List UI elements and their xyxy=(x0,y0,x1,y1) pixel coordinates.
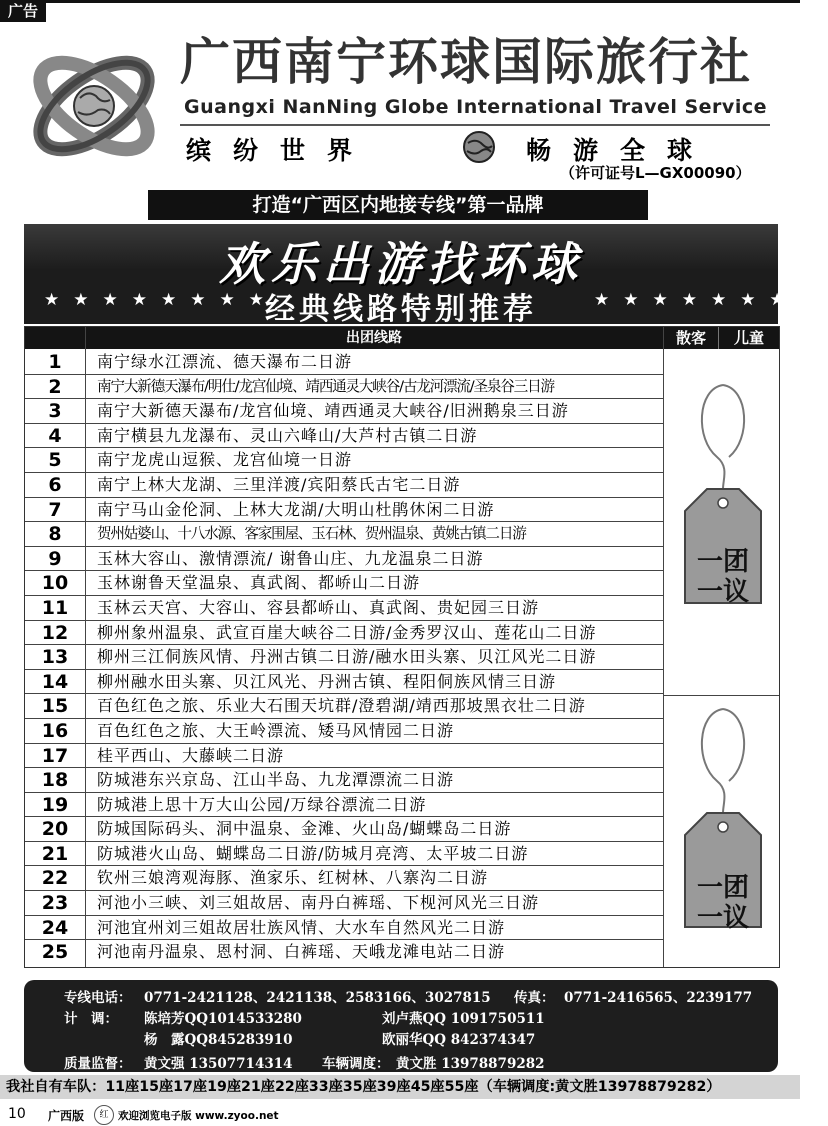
top-rule xyxy=(0,0,800,3)
row-number: 22 xyxy=(41,867,69,890)
company-name-en: Guangxi NanNing Globe International Travel Service xyxy=(184,96,767,118)
row-number: 1 xyxy=(48,351,62,373)
company-name: 广西南宁环球国际旅行社 xyxy=(180,33,752,91)
hero-banner xyxy=(24,224,828,327)
route-description: 贺州姑婆山、十八水源、客家围屋、玉石林、贺州温泉、黄姚古镇二日游 xyxy=(97,525,526,543)
row-number: 11 xyxy=(41,596,69,619)
route-description: 河池宜州刘三姐故居壮族风情、大水车自然风光二日游 xyxy=(97,917,506,937)
header-route: 出团线路 xyxy=(346,330,402,346)
row-number: 4 xyxy=(48,424,62,447)
hotline-numbers: 0771-2421128、2421138、2583166、3027815 xyxy=(144,990,491,1006)
contact-box xyxy=(24,980,778,1072)
row-number: 19 xyxy=(41,793,69,816)
website-link[interactable]: 欢迎浏览电子版 www.zyoo.net xyxy=(118,1110,279,1122)
table-row xyxy=(25,694,663,719)
stars-left: ★★★★★★★★ xyxy=(44,290,278,310)
route-description: 柳州象州温泉、武宣百崖大峡谷二日游/金秀罗汉山、莲花山二日游 xyxy=(97,622,597,642)
fleet-bar xyxy=(0,1075,800,1099)
row-number: 14 xyxy=(41,670,69,693)
table-row xyxy=(25,670,663,695)
route-description: 河池南丹温泉、恩村洞、白裤瑶、天峨龙滩电站二日游 xyxy=(97,942,506,962)
table-row xyxy=(25,424,663,449)
planner-contact: 杨 露QQ845283910 xyxy=(144,1032,293,1048)
route-description: 河池小三峡、刘三姐故居、南丹白裤瑶、下枧河风光三日游 xyxy=(97,893,540,913)
row-number: 25 xyxy=(41,941,69,964)
route-description: 防城港上思十万大山公园/万绿谷漂流二日游 xyxy=(97,794,427,814)
table-row xyxy=(25,719,663,744)
row-number: 13 xyxy=(41,646,69,669)
route-description: 玉林云天宫、大容山、容县都峤山、真武阁、贵妃园三日游 xyxy=(97,597,540,617)
row-number: 8 xyxy=(48,523,62,546)
table-row xyxy=(25,375,663,400)
dispatch-label: 车辆调度： xyxy=(322,1056,390,1072)
tag-label-line1: 一团 xyxy=(696,547,749,577)
table-row xyxy=(25,350,663,375)
route-description: 桂平西山、大藤峡二日游 xyxy=(97,745,285,765)
ad-tag: 广告 xyxy=(0,0,46,22)
row-number: 7 xyxy=(48,498,62,521)
route-description: 防城港东兴京岛、江山半岛、九龙潭漂流二日游 xyxy=(97,770,455,790)
planner-contact: 刘卢燕QQ 1091750511 xyxy=(382,1011,545,1027)
row-number: 5 xyxy=(48,449,62,472)
slogan-left: 缤纷世界 xyxy=(186,136,375,165)
table-row xyxy=(25,817,663,842)
row-number: 21 xyxy=(41,842,69,865)
table-row xyxy=(25,916,663,941)
slogan-divider xyxy=(180,124,770,126)
page-number: 10 xyxy=(8,1106,26,1122)
row-number: 15 xyxy=(41,695,69,718)
route-description: 南宁大新德天瀑布/龙宫仙境、靖西通灵大峡谷/旧洲鹅泉三日游 xyxy=(97,401,569,421)
hotline-label: 专线电话： xyxy=(64,990,132,1006)
company-logo xyxy=(22,38,167,173)
row-number: 23 xyxy=(41,892,69,915)
fleet-text: 我社自有车队：11座15座17座19座21座22座33座35座39座45座55座（车辆调度:黄文胜13978879282） xyxy=(6,1079,721,1095)
table-row xyxy=(25,744,663,769)
row-number: 12 xyxy=(41,621,69,644)
route-description: 玉林大容山、激情漂流/ 谢鲁山庄、九龙温泉二日游 xyxy=(97,548,484,568)
edition-badge: 红 xyxy=(94,1105,114,1125)
row-number: 20 xyxy=(41,818,69,841)
tag-label-line1: 一团 xyxy=(696,873,749,903)
planner-contact: 欧丽华QQ 842374347 xyxy=(382,1032,536,1048)
table-row xyxy=(25,891,663,916)
hero-subtitle: 经典线路特别推荐 xyxy=(265,292,537,327)
planner-contact: 陈培芳QQ1014533280 xyxy=(144,1011,302,1027)
brand-banner: 打造“广西区内地接专线”第一品牌 xyxy=(148,190,648,220)
price-tag-label xyxy=(687,873,759,933)
route-description: 南宁马山金伦洞、上林大龙湖/大明山杜鹃休闲二日游 xyxy=(97,499,495,519)
quality-label: 质量监督： xyxy=(64,1056,132,1072)
section-divider xyxy=(663,695,779,696)
header-child: 儿童 xyxy=(733,329,764,347)
table-row xyxy=(25,448,663,473)
table-row xyxy=(25,866,663,891)
route-description: 柳州三江侗族风情、丹洲古镇二日游/融水田头寨、贝江风光二日游 xyxy=(97,647,597,667)
table-row xyxy=(25,621,663,646)
table-row xyxy=(25,498,663,523)
table-row xyxy=(25,473,663,498)
row-number: 24 xyxy=(41,916,69,939)
license-number: （许可证号L—GX00090） xyxy=(560,164,751,182)
column-divider xyxy=(663,327,664,967)
fax-numbers: 0771-2416565、2239177 xyxy=(564,990,753,1006)
route-description: 百色红色之旅、大王岭漂流、矮马风情园二日游 xyxy=(97,720,455,740)
fax-label: 传真： xyxy=(514,990,555,1006)
table-row xyxy=(25,547,663,572)
tag-label-line2: 一议 xyxy=(696,903,749,933)
route-description: 南宁横县九龙瀑布、灵山六峰山/大芦村古镇二日游 xyxy=(97,425,478,445)
table-row xyxy=(25,645,663,670)
table-row xyxy=(25,793,663,818)
hero-title: 欢乐出游找环球 xyxy=(219,237,583,291)
route-description: 防城国际码头、洞中温泉、金滩、火山岛/蝴蝶岛二日游 xyxy=(97,819,512,839)
tag-label-line2: 一议 xyxy=(696,577,749,607)
route-description: 百色红色之旅、乐业大石围天坑群/澄碧湖/靖西那坡黑衣壮二日游 xyxy=(97,696,586,716)
row-number: 17 xyxy=(41,744,69,767)
route-description: 玉林谢鲁天堂温泉、真武阁、都峤山二日游 xyxy=(97,573,421,593)
route-rows xyxy=(25,350,663,965)
globe-icon xyxy=(462,130,496,164)
table-row xyxy=(25,399,663,424)
route-description: 南宁龙虎山逗猴、龙宫仙境一日游 xyxy=(97,450,353,470)
column-divider xyxy=(718,327,719,349)
route-table xyxy=(24,326,780,968)
row-number: 9 xyxy=(48,547,62,570)
header-san-ke: 散客 xyxy=(675,329,706,347)
route-description: 南宁大新德天瀑布/明仕/龙宫仙境、靖西通灵大峡谷/古龙河漂流/圣泉谷三日游 xyxy=(97,377,554,395)
route-description: 南宁绿水江漂流、德天瀑布二日游 xyxy=(97,352,353,371)
page-footer xyxy=(0,1102,800,1126)
row-number: 18 xyxy=(41,769,69,792)
route-description: 柳州融水田头寨、贝江风光、丹洲古镇、程阳侗族风情三日游 xyxy=(97,671,557,691)
table-row xyxy=(25,768,663,793)
edition-label: 广西版 xyxy=(48,1109,85,1123)
row-number: 2 xyxy=(48,375,62,398)
table-row xyxy=(25,842,663,867)
row-number: 6 xyxy=(48,473,62,496)
table-row xyxy=(25,940,663,965)
planner-label: 计 调： xyxy=(64,1011,118,1027)
slogan-right: 畅游全球 xyxy=(526,136,715,165)
table-row xyxy=(25,596,663,621)
row-number: 3 xyxy=(48,400,62,423)
dispatch-contact: 黄文胜 13978879282 xyxy=(396,1056,545,1072)
price-tag-label xyxy=(687,547,759,607)
row-number: 10 xyxy=(41,572,69,595)
table-row xyxy=(25,571,663,596)
stars-right: ★★★★★★★★ xyxy=(594,290,828,310)
route-description: 防城港火山岛、蝴蝶岛二日游/防城月亮湾、太平坡二日游 xyxy=(97,843,529,863)
table-header xyxy=(25,327,779,349)
route-description: 钦州三娘湾观海豚、渔家乐、红树林、八寨沟二日游 xyxy=(97,868,489,888)
quality-contact: 黄文强 13507714314 xyxy=(144,1056,293,1072)
table-row xyxy=(25,522,663,547)
row-number: 16 xyxy=(41,719,69,742)
route-description: 南宁上林大龙湖、三里洋渡/宾阳蔡氏古宅二日游 xyxy=(97,474,461,494)
